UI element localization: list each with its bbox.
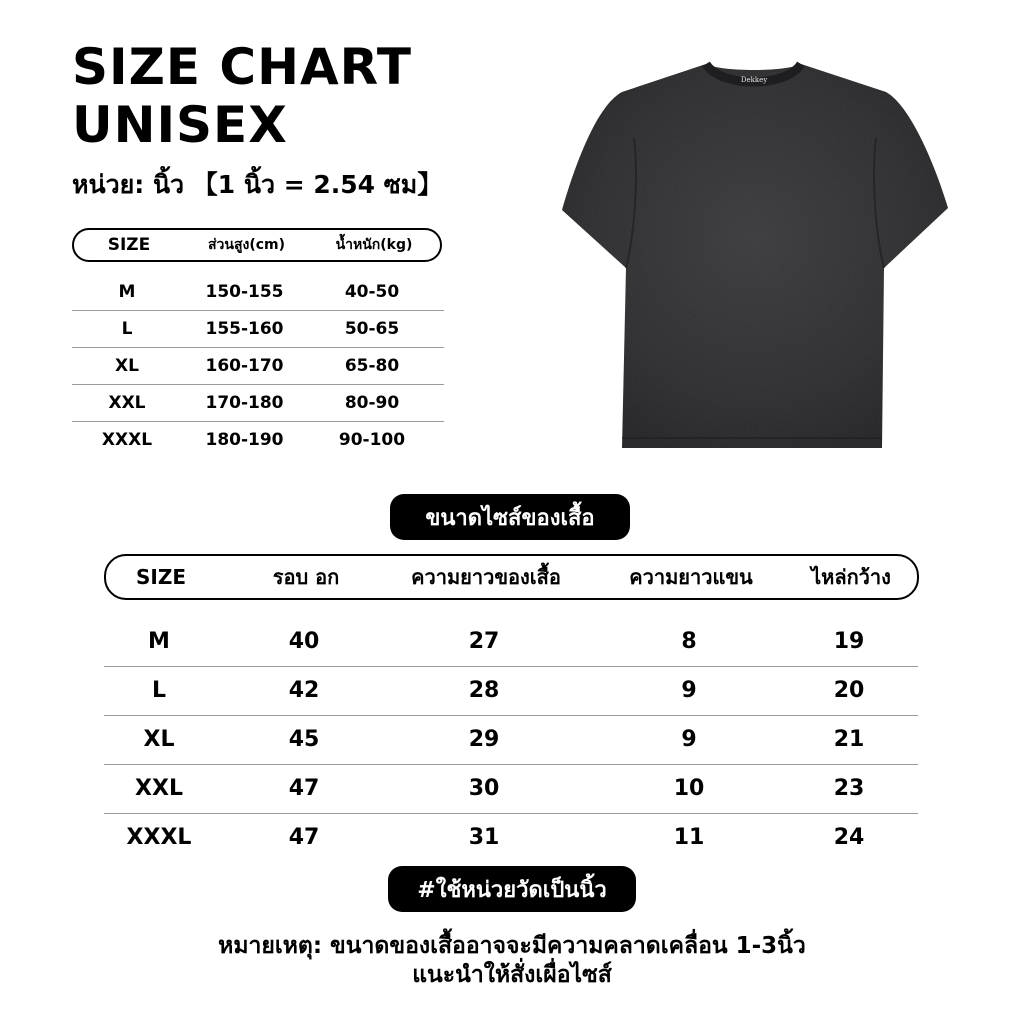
- small-table-cell: 50-65: [344, 318, 400, 339]
- big-table-cell: 11: [673, 825, 705, 850]
- small-table-cell: 170-180: [205, 392, 284, 413]
- big-table-cell: L: [151, 678, 167, 703]
- tshirt-image: [556, 58, 952, 454]
- small-table-cell: 155-160: [205, 318, 284, 339]
- big-table-cell: XXXL: [126, 825, 192, 850]
- title-line-1: SIZE CHART: [72, 38, 413, 96]
- small-table-cell: 40-50: [344, 281, 400, 302]
- small-table-cell: 180-190: [205, 429, 284, 450]
- small-table-cell: M: [118, 281, 136, 302]
- big-table-cell: 8: [681, 629, 697, 654]
- small-table-row: [72, 347, 444, 385]
- big-table-header-sleeve: ความยาวแขน: [629, 565, 753, 589]
- small-table-header-size: SIZE: [107, 235, 151, 255]
- note-line-2: แนะนำให้สั่งเผื่อไซส์: [412, 962, 612, 988]
- big-table-cell: 9: [681, 727, 697, 752]
- small-table-cell: 80-90: [344, 392, 400, 413]
- tshirt-tag: Dekkey: [740, 76, 768, 84]
- title-line-2: UNISEX: [72, 96, 288, 154]
- small-table-cell: 150-155: [205, 281, 284, 302]
- big-table-cell: 10: [673, 776, 705, 801]
- small-table-header-weight: น้ำหนัก(kg): [335, 237, 413, 253]
- big-table-cell: 30: [468, 776, 500, 801]
- small-table-cell: 65-80: [344, 355, 400, 376]
- big-table-cell: 23: [833, 776, 865, 801]
- small-table-header-height: ส่วนสูง(cm): [207, 237, 286, 253]
- big-table-cell: 31: [468, 825, 500, 850]
- big-table-cell: 45: [288, 727, 320, 752]
- big-table-header-chest: รอบ อก: [272, 565, 340, 589]
- big-table-cell: 47: [288, 825, 320, 850]
- small-table-row: [72, 384, 444, 422]
- small-table-row: [72, 310, 444, 348]
- small-table-cell: XL: [115, 355, 139, 376]
- big-table-cell: 19: [833, 629, 865, 654]
- big-table-row: [104, 617, 918, 667]
- unit-note: หน่วย: นิ้ว 【1 นิ้ว = 2.54 ซม】: [72, 170, 443, 199]
- size-table-title: ขนาดไซส์ของเสื้อ: [390, 494, 630, 540]
- big-table-header-shoulder: ไหล่กว้าง: [811, 565, 891, 589]
- small-table-cell: L: [121, 318, 133, 339]
- big-table-cell: 40: [288, 629, 320, 654]
- big-table-cell: 9: [681, 678, 697, 703]
- big-table-cell: XL: [143, 727, 175, 752]
- big-table-row: [104, 715, 918, 765]
- small-table-cell: 160-170: [205, 355, 284, 376]
- small-table-row: [72, 273, 444, 311]
- big-table-cell: 20: [833, 678, 865, 703]
- big-table-row: [104, 666, 918, 716]
- big-table-cell: 27: [468, 629, 500, 654]
- big-table-cell: XXL: [135, 776, 183, 801]
- small-table-header: [72, 228, 442, 262]
- big-table-cell: 21: [833, 727, 865, 752]
- big-table-header-length: ความยาวของเสื้อ: [411, 565, 561, 589]
- big-table-header-size: SIZE: [135, 565, 186, 589]
- big-table-cell: 47: [288, 776, 320, 801]
- big-table-cell: 29: [468, 727, 500, 752]
- small-table-row: [72, 421, 444, 458]
- big-table-cell: 24: [833, 825, 865, 850]
- hashtag-badge: #ใช้หน่วยวัดเป็นนิ้ว: [388, 866, 636, 912]
- small-table-cell: XXL: [108, 392, 146, 413]
- big-table-row: [104, 764, 918, 814]
- small-table-cell: 90-100: [338, 429, 406, 450]
- big-table-row: [104, 813, 918, 862]
- small-table-cell: XXXL: [101, 429, 153, 450]
- big-table-cell: 42: [288, 678, 320, 703]
- big-table-cell: 28: [468, 678, 500, 703]
- big-table-header: [104, 554, 919, 600]
- note-line-1: หมายเหตุ: ขนาดของเสื้ออาจจะมีความคลาดเคลื่อน 1-3นิ้ว: [218, 933, 806, 959]
- big-table-cell: M: [148, 629, 170, 654]
